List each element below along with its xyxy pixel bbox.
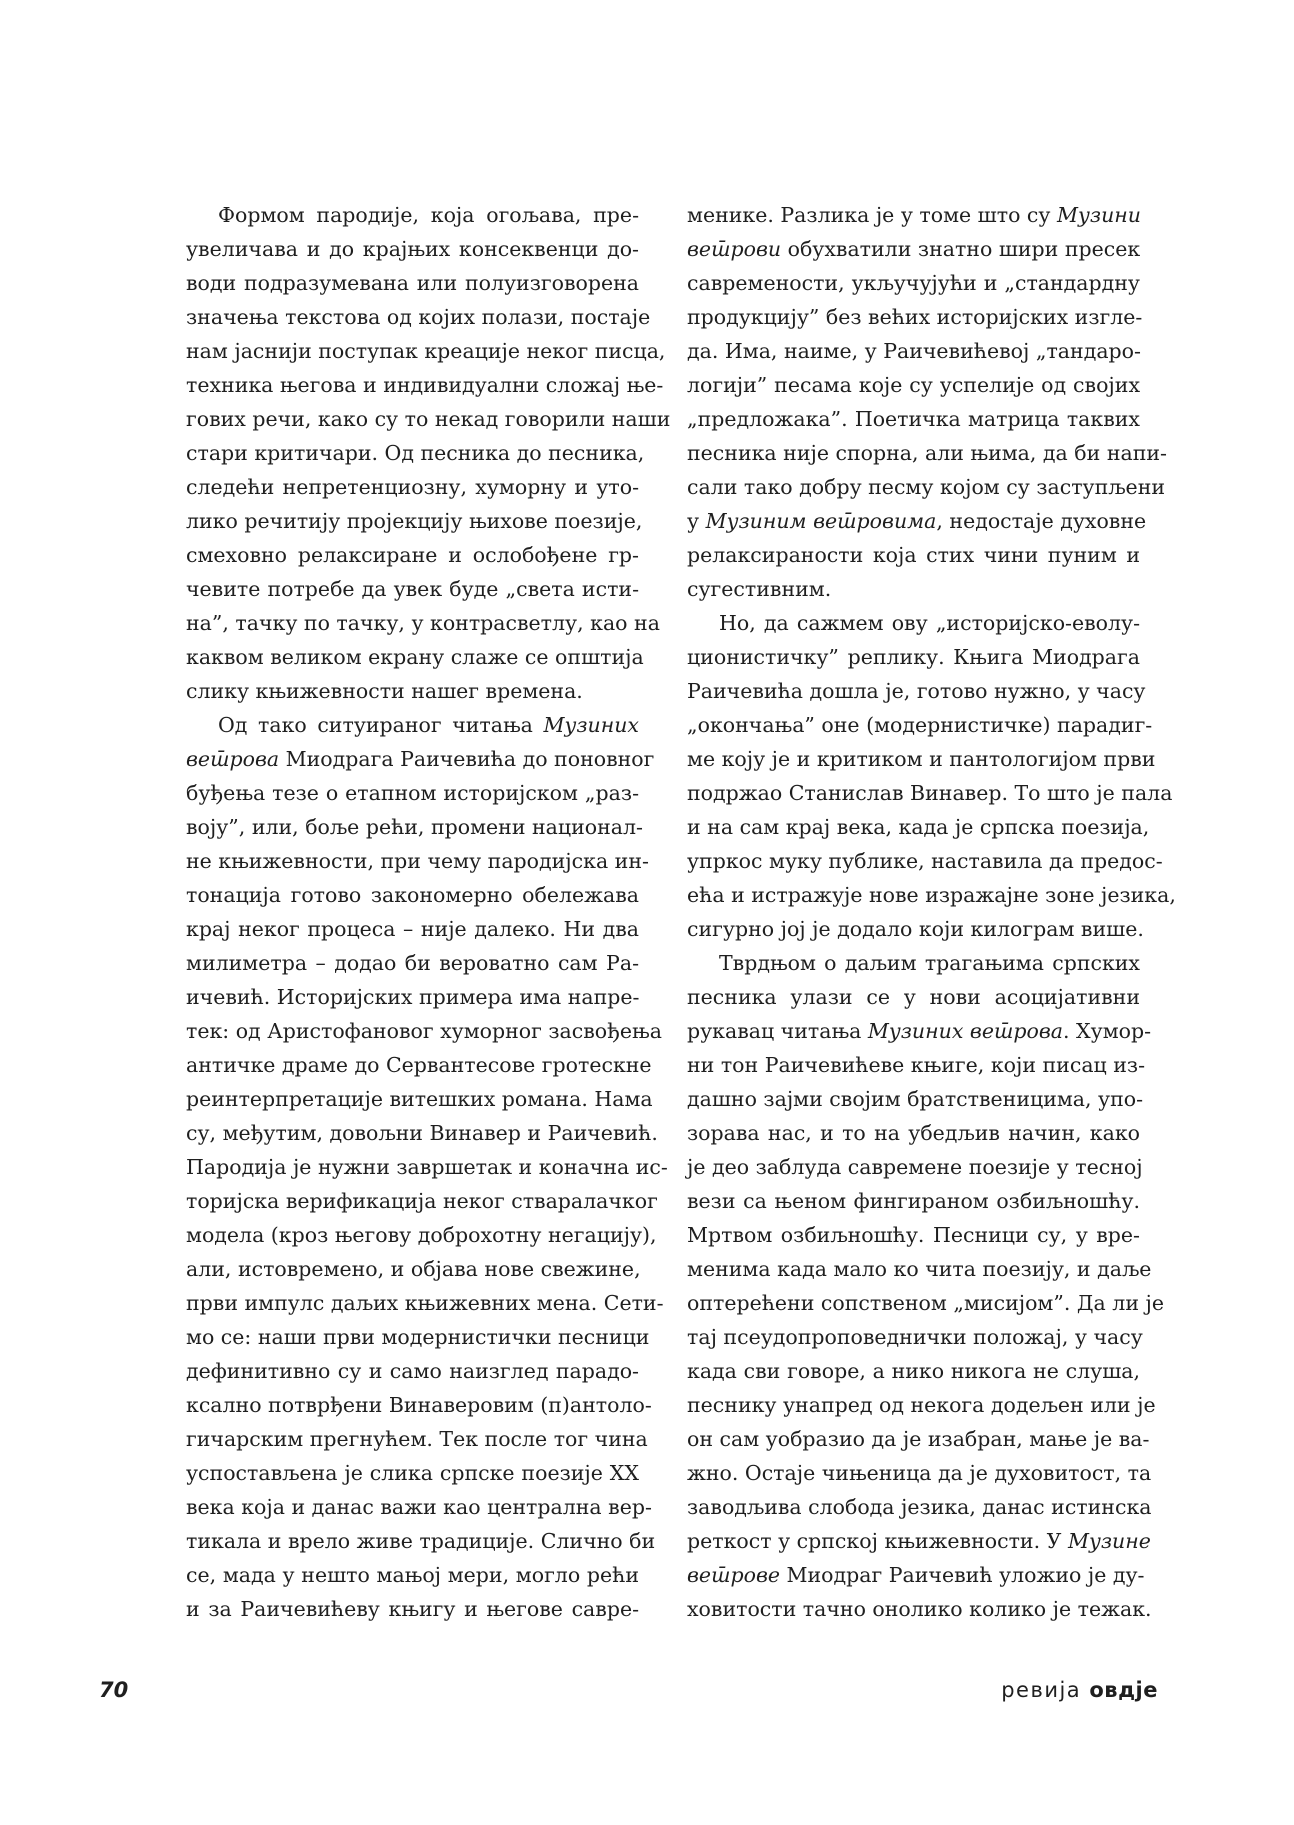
text-line [687, 1320, 1143, 1354]
italic-title: Музиним веш̄ровима [705, 509, 937, 533]
line-text: да. Има, наиме, у Раичевићевој „тандаро- [687, 339, 1141, 363]
text-line [687, 266, 1140, 300]
text-line [687, 300, 1143, 334]
line-text: али, истовремено, и објава нове свежине, [186, 1257, 641, 1281]
line-text: на”, тачку по тачку, у контрасветлу, као на [186, 611, 660, 635]
text-line [186, 1320, 650, 1354]
line-text: зорава нас, и то на убедљив начин, како [687, 1121, 1140, 1145]
line-text: логији” песама које су успелије од својих [687, 373, 1140, 397]
line-text: песника улази се у нови асоцијативни [687, 985, 1140, 1009]
text-line [186, 266, 639, 300]
italic-title: Музине [1067, 1529, 1151, 1553]
text-line [186, 1286, 664, 1320]
text-line [186, 640, 644, 674]
line-text: ционистичку” реплику. Књига Миодрага [687, 645, 1140, 669]
line-text: менике. Разлика је у томе што су [687, 203, 1057, 227]
line-text: Од тако ситуираног читања [218, 713, 544, 737]
line-text: лико речитију пројекцију њихове поезије, [186, 509, 643, 533]
line-text: ни тон Раичевићеве књиге, који писац из- [687, 1053, 1146, 1077]
line-text: техника његова и индивидуални сложај ње- [186, 373, 664, 397]
line-text: античке драме до Сервантесове гротескне [186, 1053, 652, 1077]
text-line [186, 368, 664, 402]
line-text: крај неког процеса – није далеко. Ни два [186, 917, 639, 941]
italic-title: веш̄рове [687, 1563, 781, 1587]
line-text: у [687, 509, 706, 533]
text-line [687, 198, 1140, 232]
line-text: први импулс даљих књижевних мена. Сети- [186, 1291, 664, 1315]
line-text: он сам уобразио да је изабран, мање је ва- [687, 1427, 1150, 1451]
text-line [687, 1558, 1145, 1592]
line-text: гових речи, како су то некад говорили наши [186, 407, 671, 431]
text-line [687, 1388, 1156, 1422]
line-text: вези са њеном фингираном озбиљношћу. [687, 1189, 1140, 1213]
text-line [687, 640, 1140, 674]
text-line [687, 946, 1140, 980]
line-text: савремености, укључујући и „стандардну [687, 271, 1140, 295]
italic-title: Музини [1057, 203, 1141, 227]
text-line [687, 1082, 1144, 1116]
text-line [687, 674, 1146, 708]
line-text: рукавац читања [687, 1019, 868, 1043]
text-line [186, 198, 639, 232]
text-line [186, 300, 651, 334]
journal-title: овдје [1089, 1678, 1158, 1702]
text-line [687, 878, 1176, 912]
line-text: милиметра – додао би вероватно сам Ра- [186, 951, 639, 975]
line-text: дефинитивно су и само наизглед парадо- [186, 1359, 639, 1383]
line-text: дашно зајми својим братственицима, упо- [687, 1087, 1144, 1111]
text-line [687, 912, 1144, 946]
text-line [186, 1116, 658, 1150]
text-line [687, 232, 1140, 266]
line-text: оптерећени сопственом „мисијом”. Да ли је [687, 1291, 1164, 1315]
text-line [186, 1082, 653, 1116]
line-text: реткост у српској књижевности. У [687, 1529, 1068, 1553]
text-line [687, 810, 1150, 844]
text-line [186, 606, 660, 640]
line-text: тонација готово закономерно обележава [186, 883, 639, 907]
line-text: и за Раичевићеву књигу и његове савре- [186, 1597, 639, 1621]
italic-title: веш̄рови [687, 237, 782, 261]
text-line [186, 538, 639, 572]
line-text: гичарским прегнућем. Тек после тог чина [186, 1427, 648, 1451]
line-text: реинтерпретације витешких романа. Нама [186, 1087, 653, 1111]
text-line [186, 980, 639, 1014]
text-line [186, 572, 639, 606]
text-line [687, 606, 1140, 640]
line-text: успостављена је слика српске поезије XX [186, 1461, 639, 1485]
text-line [186, 1184, 658, 1218]
line-text: су, међутим, довољни Винавер и Раичевић. [186, 1121, 658, 1145]
text-line [186, 1354, 639, 1388]
line-text: Пародија је нужни завршетак и коначна ис- [186, 1155, 668, 1179]
text-line [687, 1014, 1152, 1048]
line-text: песника није спорна, али њима, да би напи- [687, 441, 1167, 465]
text-line [687, 742, 1156, 776]
text-line [687, 1218, 1140, 1252]
line-text: Но, да сажмем ову „историјско-еволу- [719, 611, 1140, 635]
line-text: , недостаје духовне [936, 509, 1147, 533]
text-line [186, 232, 639, 266]
line-text: ксално потврђени Винаверовим (п)антоло- [186, 1393, 652, 1417]
line-text: песнику унапред од некога додељен или је [687, 1393, 1156, 1417]
line-text: ховитости тачно онолико колико је тежак. [687, 1597, 1152, 1621]
text-line [186, 1014, 662, 1048]
line-text: слику књижевности нашег времена. [186, 679, 583, 703]
line-text: каквом великом екрану слаже се општија [186, 645, 644, 669]
line-text: сугестивним. [687, 577, 832, 601]
line-text: жно. Остаје чињеница да је духовитост, та [687, 1461, 1152, 1485]
line-text: нам јаснији поступак креације неког писца, [186, 339, 666, 363]
text-line [687, 1490, 1152, 1524]
text-line [186, 912, 639, 946]
page-number: 70 [99, 1678, 129, 1702]
text-line [186, 742, 655, 776]
text-line [186, 810, 643, 844]
text-line [186, 844, 649, 878]
line-text: буђења тезе о етапном историјском „раз- [186, 781, 639, 805]
text-line [186, 1252, 639, 1286]
text-line [687, 1184, 1140, 1218]
text-line [687, 1422, 1150, 1456]
line-text: упркос муку публике, наставила да предос- [687, 849, 1163, 873]
line-text: је део заблуда савремене поезије у тесној [687, 1155, 1143, 1179]
journal-prefix: ревија [1001, 1678, 1082, 1702]
text-line [687, 1286, 1164, 1320]
text-line [687, 368, 1140, 402]
text-line [687, 1150, 1143, 1184]
text-line [687, 980, 1140, 1014]
text-line [186, 1456, 639, 1490]
line-text: заводљива слобода језика, данас истинска [687, 1495, 1152, 1519]
italic-title: Музиних [543, 713, 639, 737]
line-text: сигурно јој је додало који килограм више. [687, 917, 1144, 941]
left-column [186, 198, 671, 1626]
line-text: увеличава и до крајњих консеквенци до- [186, 237, 639, 261]
text-line [186, 504, 643, 538]
line-text: „окончања” оне (модернистичке) парадиг- [687, 713, 1153, 737]
text-line [687, 1456, 1152, 1490]
line-text: менима када мало ко чита поезију, и даље [687, 1257, 1152, 1281]
text-line [687, 1116, 1140, 1150]
line-text: води подразумевана или полуизговорена [186, 271, 639, 295]
line-text: подржао Станислав Винавер. То што је пала [687, 781, 1173, 805]
text-line [186, 334, 666, 368]
text-line [186, 674, 639, 708]
text-line [687, 844, 1163, 878]
line-text: „предложака”. Поетичка матрица таквих [687, 407, 1140, 431]
line-text: Формом пародије, која огољава, пре- [218, 203, 639, 227]
text-line [687, 1354, 1140, 1388]
line-text: и на сам крај века, када је српска поезија, [687, 815, 1150, 839]
text-line [186, 402, 671, 436]
text-line [687, 538, 1140, 572]
line-text: Тврдњом о даљим трагањима српских [719, 951, 1140, 975]
line-text: сали тако добру песму којом су заступљени [687, 475, 1166, 499]
line-text: релаксираности која стих чини пуним и [687, 543, 1140, 567]
line-text: Мртвом озбиљношћу. Песници су, у вре- [687, 1223, 1140, 1247]
text-line [186, 1150, 668, 1184]
italic-title: Музиних веш̄рова [867, 1019, 1063, 1043]
text-line [687, 470, 1166, 504]
line-text: тикала и врело живе традиције. Слично би [186, 1529, 656, 1553]
text-line [687, 436, 1167, 470]
text-line [687, 1252, 1152, 1286]
line-text: се, мада у нешто мањој мери, могло рећи [186, 1563, 639, 1587]
text-line [186, 1422, 648, 1456]
journal-name [1001, 1678, 1158, 1702]
text-line [687, 1524, 1151, 1558]
line-text: ичевић. Историјских примера има напре- [186, 985, 640, 1009]
line-text: Раичевића дошла је, готово нужно, у часу [687, 679, 1146, 703]
line-text: чевите потребе да увек буде „света исти- [186, 577, 639, 601]
line-text: торијска верификација неког стваралачког [186, 1189, 658, 1213]
right-column [687, 198, 1176, 1626]
line-text: следећи непретенциозну, хуморну и уто- [186, 475, 639, 499]
line-text: значења текстова од којих полази, постаје [186, 305, 651, 329]
line-text: продукцију” без већих историјских изгле- [687, 305, 1143, 329]
line-text: тај псеудопроповеднички положај, у часу [687, 1325, 1143, 1349]
line-text: тек: од Аристофановог хуморног засвођења [186, 1019, 662, 1043]
text-line [186, 470, 639, 504]
line-text: обухватили знатно шири пресек [781, 237, 1141, 261]
line-text: не књижевности, при чему пародијска ин- [186, 849, 649, 873]
text-line [687, 334, 1140, 368]
line-text: Миодрага Раичевића до поновног [279, 747, 655, 771]
text-line [186, 1524, 656, 1558]
text-line [687, 402, 1140, 436]
line-text: стари критичари. Од песника до песника, [186, 441, 645, 465]
text-line [687, 1048, 1146, 1082]
text-line [186, 946, 639, 980]
italic-title: веш̄рова [186, 747, 280, 771]
line-text: мо се: наши први модернистички песници [186, 1325, 650, 1349]
text-line [186, 436, 645, 470]
text-line [687, 776, 1173, 810]
line-text: ме коју је и критиком и пантологијом први [687, 747, 1156, 771]
text-line [186, 1558, 639, 1592]
text-line [687, 708, 1153, 742]
text-line [186, 1490, 652, 1524]
text-line [186, 878, 639, 912]
text-line [186, 708, 639, 742]
line-text: када сви говоре, а нико никога не слуша, [687, 1359, 1140, 1383]
text-line [687, 1592, 1152, 1626]
line-text: модела (кроз његову доброхотну негацију), [186, 1223, 657, 1247]
line-text: Миодраг Раичевић уложио је ду- [780, 1563, 1145, 1587]
line-text: смеховно релаксиране и ослобођене гр- [186, 543, 639, 567]
text-line [186, 1218, 657, 1252]
line-text: . Хумор- [1063, 1019, 1152, 1043]
text-line [186, 1592, 639, 1626]
text-line [186, 1048, 652, 1082]
text-line [687, 572, 1140, 606]
line-text: ећа и истражује нове изражајне зоне језика, [687, 883, 1176, 907]
text-line [687, 504, 1147, 538]
line-text: века која и данас важи као централна вер- [186, 1495, 652, 1519]
text-line [186, 1388, 652, 1422]
text-line [186, 776, 639, 810]
line-text: воју”, или, боље рећи, промени национал- [186, 815, 643, 839]
